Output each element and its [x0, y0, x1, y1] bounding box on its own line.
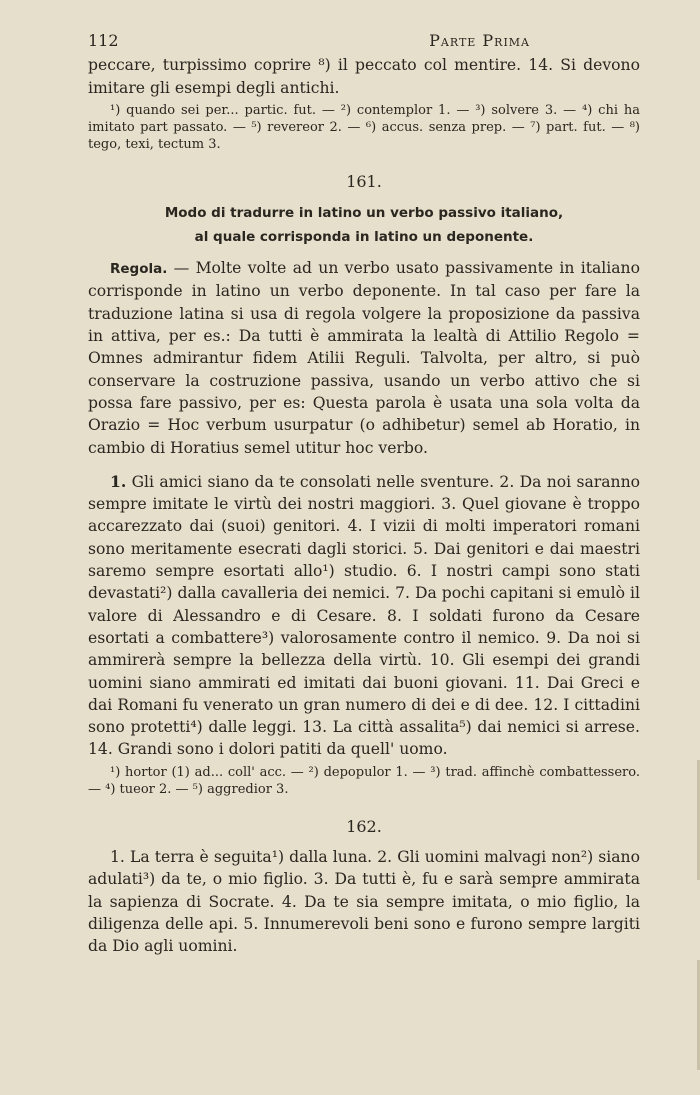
top-text: peccare, turpissimo coprire ⁸) il peccato col mentire. 14. Si devono imitare gli esempi degli antichi.: [88, 56, 640, 97]
top-footnote: ¹) quando sei per... partic. fut. — ²) contemplor 1. — ³) solvere 3. — ⁴) chi ha imitato part passato. — ⁵) revereor 2. — ⁶) accus. senza prep. — ⁷) part. fut. — ⁸) tego, texi, tectum 3.: [88, 102, 640, 152]
heading-line-1: Modo di tradurre in latino un verbo passivo italiano,: [164, 205, 564, 222]
rule-paragraph: [88, 257, 640, 459]
exercise-paragraph: [88, 471, 640, 761]
section-161-footnote: ¹) hortor (1) ad... coll' acc. — ²) depopulor 1. — ³) trad. affinchè combattessero. — ⁴) tueor 2. — ⁵) aggredior 3.: [88, 764, 640, 797]
section-162-text: 1. La terra è seguita¹) dalla luna. 2. Gli uomini malvagi non²) siano adulati³) da te, o mio figlio. 3. Da tutti è, fu e sarà sempre ammirata la sapienza di Socrate. 4. Da te sia sempre imitata, o mio figlio, la diligenza delle api. 5. Innumerevoli beni sono e furono sempre largiti da Dio agli uomini.: [88, 848, 640, 956]
section-162-number: 162.: [346, 816, 382, 836]
heading-line-2: al quale corrisponda in latino un deponente.: [194, 229, 534, 246]
rule-label: Regola.: [110, 261, 168, 278]
page-number: 112: [88, 31, 119, 50]
page-header: [88, 30, 640, 52]
rule-text: — Molte volte ad un verbo usato passivamente in italiano corrisponde in latino un verbo deponente. In tal caso per fare la traduzione latina si usa di regola volgere la proposizione da passiva in attiva, per es.: Da tutti è ammirata la lealtà di Attilio Regolo = Omnes admirantur fidem Atilii Reguli. Talvolta, per altro, si può conservare la costruzione passiva, usando un verbo attivo che si possa fare passivo, per es: Questa parola è usata una sola volta da Orazio = Hoc verbum usurpatur (o adhibetur) semel ab Horatio, in cambio di Horatius semel utitur hoc verbo.: [88, 259, 640, 457]
running-title: Parte Prima: [429, 31, 530, 50]
exercise-mark: 1.: [110, 471, 127, 491]
book-page: [88, 30, 640, 958]
section-161-number: 161.: [346, 171, 382, 191]
section-161-heading: [88, 201, 640, 249]
exercise-text: Gli amici siano da te consolati nelle sventure. 2. Da noi saranno sempre imitate le virtù dei nostri maggiori. 3. Quel giovane è troppo accarezzato dai (suoi) genitori. 4. I vizii di molti imperatori romani sono meritamente esecrati dagli storici. 5. Dai genitori e dai maestri saremo sempre esortati allo¹) studio. 6. I nostri campi sono stati devastati²) dalla cavalleria dei nemici. 7. Da pochi capitani si emulò il valore di Alessandro e di Cesare. 8. I soldati furono da Cesare esortati a combattere³) valorosamente contro il nemico. 9. Da noi si ammirerà sempre la bellezza della virtù. 10. Gli esempi dei grandi uomini siano ammirati ed imitati dai buoni giovani. 11. Dai Greci e dai Romani fu venerato un gran numero di dei e di dee. 12. I cittadini sono protetti⁴) dalle leggi. 13. La città assalita⁵) dai nemici si arrese. 14. Grandi sono i dolori patiti da quell' uomo.: [88, 472, 640, 759]
